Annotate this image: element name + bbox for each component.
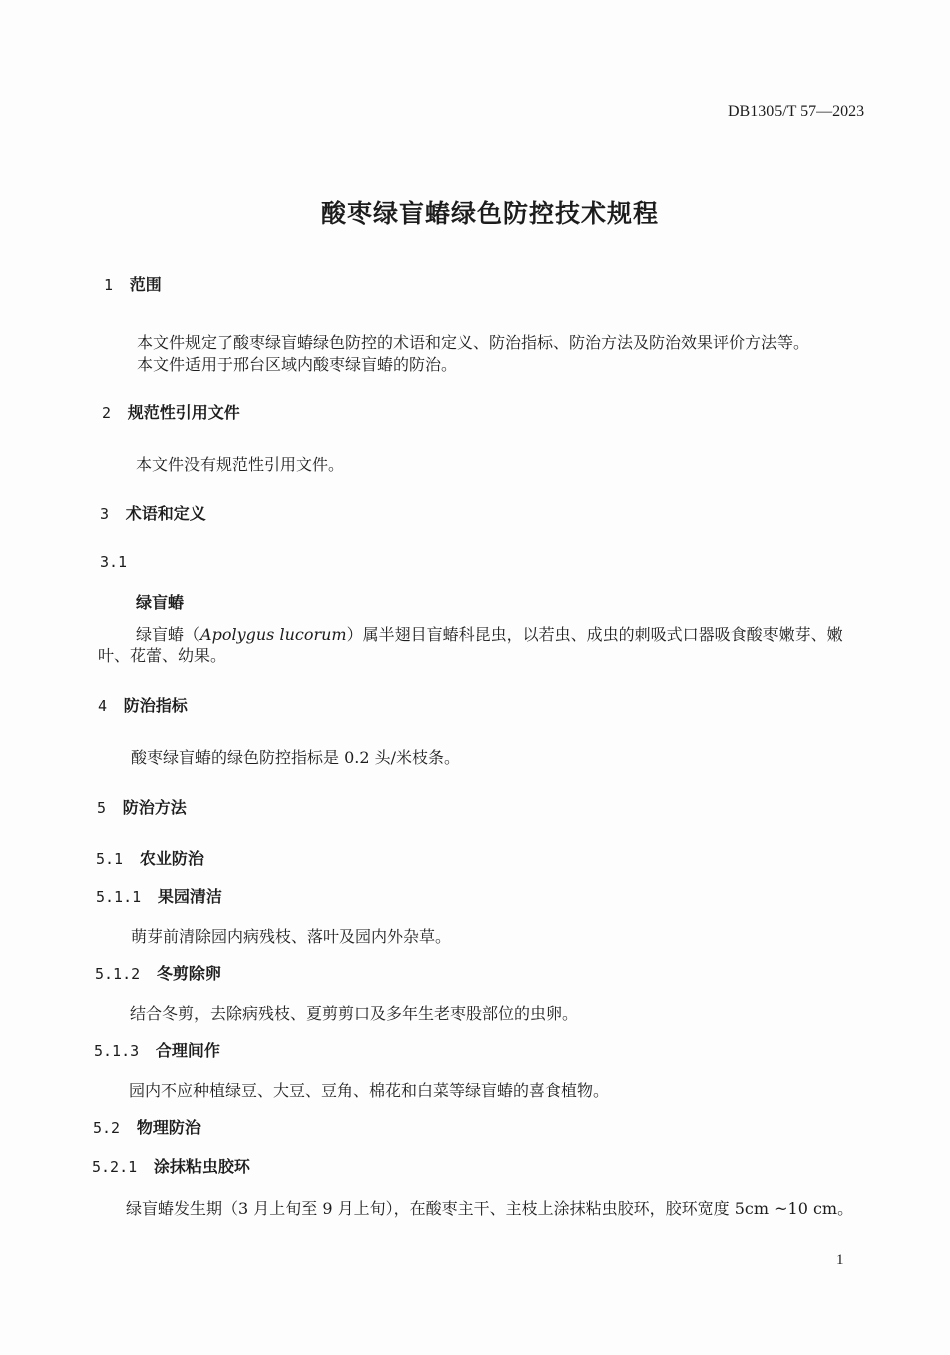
definition-text: 绿盲蝽（ xyxy=(136,625,201,644)
subsection-number: 3.1 xyxy=(100,553,128,571)
section-number: 2 xyxy=(102,404,112,422)
section-number: 5.1.2 xyxy=(95,965,141,983)
paragraph: 本文件适用于邢台区域内酸枣绿盲蝽的防治。 xyxy=(137,355,458,374)
section-title: 涂抹粘虫胶环 xyxy=(153,1157,250,1176)
section-title: 物理防治 xyxy=(136,1118,201,1137)
document-title: 酸枣绿盲蝽绿色防控技术规程 xyxy=(320,199,659,228)
term-definition-cont: 叶、花蕾、幼果。 xyxy=(98,646,227,665)
section-number: 5.2 xyxy=(93,1119,121,1137)
section-number: 1 xyxy=(104,276,114,294)
document-code: DB1305/T 57—2023 xyxy=(728,103,865,120)
section-1-heading xyxy=(104,272,162,295)
paragraph: 萌芽前清除园内病残枝、落叶及园内外杂草。 xyxy=(131,927,452,946)
section-title: 规范性引用文件 xyxy=(127,403,240,422)
paragraph: 酸枣绿盲蝽的绿色防控指标是 0.2 头/米枝条。 xyxy=(131,748,461,767)
term-definition xyxy=(136,622,843,645)
page-number: 1 xyxy=(836,1252,844,1268)
term-name: 绿盲蝽 xyxy=(136,593,185,612)
subsection-5-2-heading xyxy=(93,1115,201,1138)
section-title: 范围 xyxy=(129,275,162,294)
section-3-heading xyxy=(100,501,206,524)
section-title: 农业防治 xyxy=(139,849,204,868)
section-2-heading xyxy=(102,400,240,423)
section-number: 4 xyxy=(98,697,108,715)
section-title: 术语和定义 xyxy=(125,504,206,523)
section-title: 防治指标 xyxy=(123,696,188,715)
section-number: 5.1.3 xyxy=(94,1042,140,1060)
paragraph: 结合冬剪，去除病残枝、夏剪剪口及多年生老枣股部位的虫卵。 xyxy=(130,1004,579,1023)
paragraph: 绿盲蝽发生期（3 月上旬至 9 月上旬），在酸枣主干、主枝上涂抹粘虫胶环，胶环宽度 5cm ~10 cm。 xyxy=(126,1199,854,1218)
section-title: 合理间作 xyxy=(155,1041,220,1060)
subsection-5-1-heading xyxy=(96,846,204,869)
section-4-heading xyxy=(98,693,188,716)
section-number: 5.2.1 xyxy=(92,1158,138,1176)
definition-text: ）属半翅目盲蝽科昆虫，以若虫、成虫的刺吸式口器吸食酸枣嫩芽、嫩 xyxy=(346,625,843,644)
paragraph: 园内不应种植绿豆、大豆、豆角、棉花和白菜等绿盲蝽的喜食植物。 xyxy=(129,1081,610,1100)
latin-name: Apolygus lucorum xyxy=(200,625,347,644)
section-number: 5.1.1 xyxy=(96,888,142,906)
subsection-5-1-2-heading xyxy=(95,961,221,984)
section-number: 5.1 xyxy=(96,850,124,868)
paragraph: 本文件没有规范性引用文件。 xyxy=(136,455,345,474)
section-number: 5 xyxy=(97,799,107,817)
section-5-heading xyxy=(97,795,187,818)
section-title: 防治方法 xyxy=(122,798,187,817)
section-title: 冬剪除卵 xyxy=(156,964,221,983)
subsection-5-1-3-heading xyxy=(94,1038,220,1061)
paragraph: 本文件规定了酸枣绿盲蝽绿色防控的术语和定义、防治指标、防治方法及防治效果评价方法等。 xyxy=(137,333,810,352)
subsection-5-1-1-heading xyxy=(96,884,222,907)
section-number: 3 xyxy=(100,505,110,523)
section-title: 果园清洁 xyxy=(157,887,222,906)
subsection-5-2-1-heading xyxy=(92,1154,250,1177)
